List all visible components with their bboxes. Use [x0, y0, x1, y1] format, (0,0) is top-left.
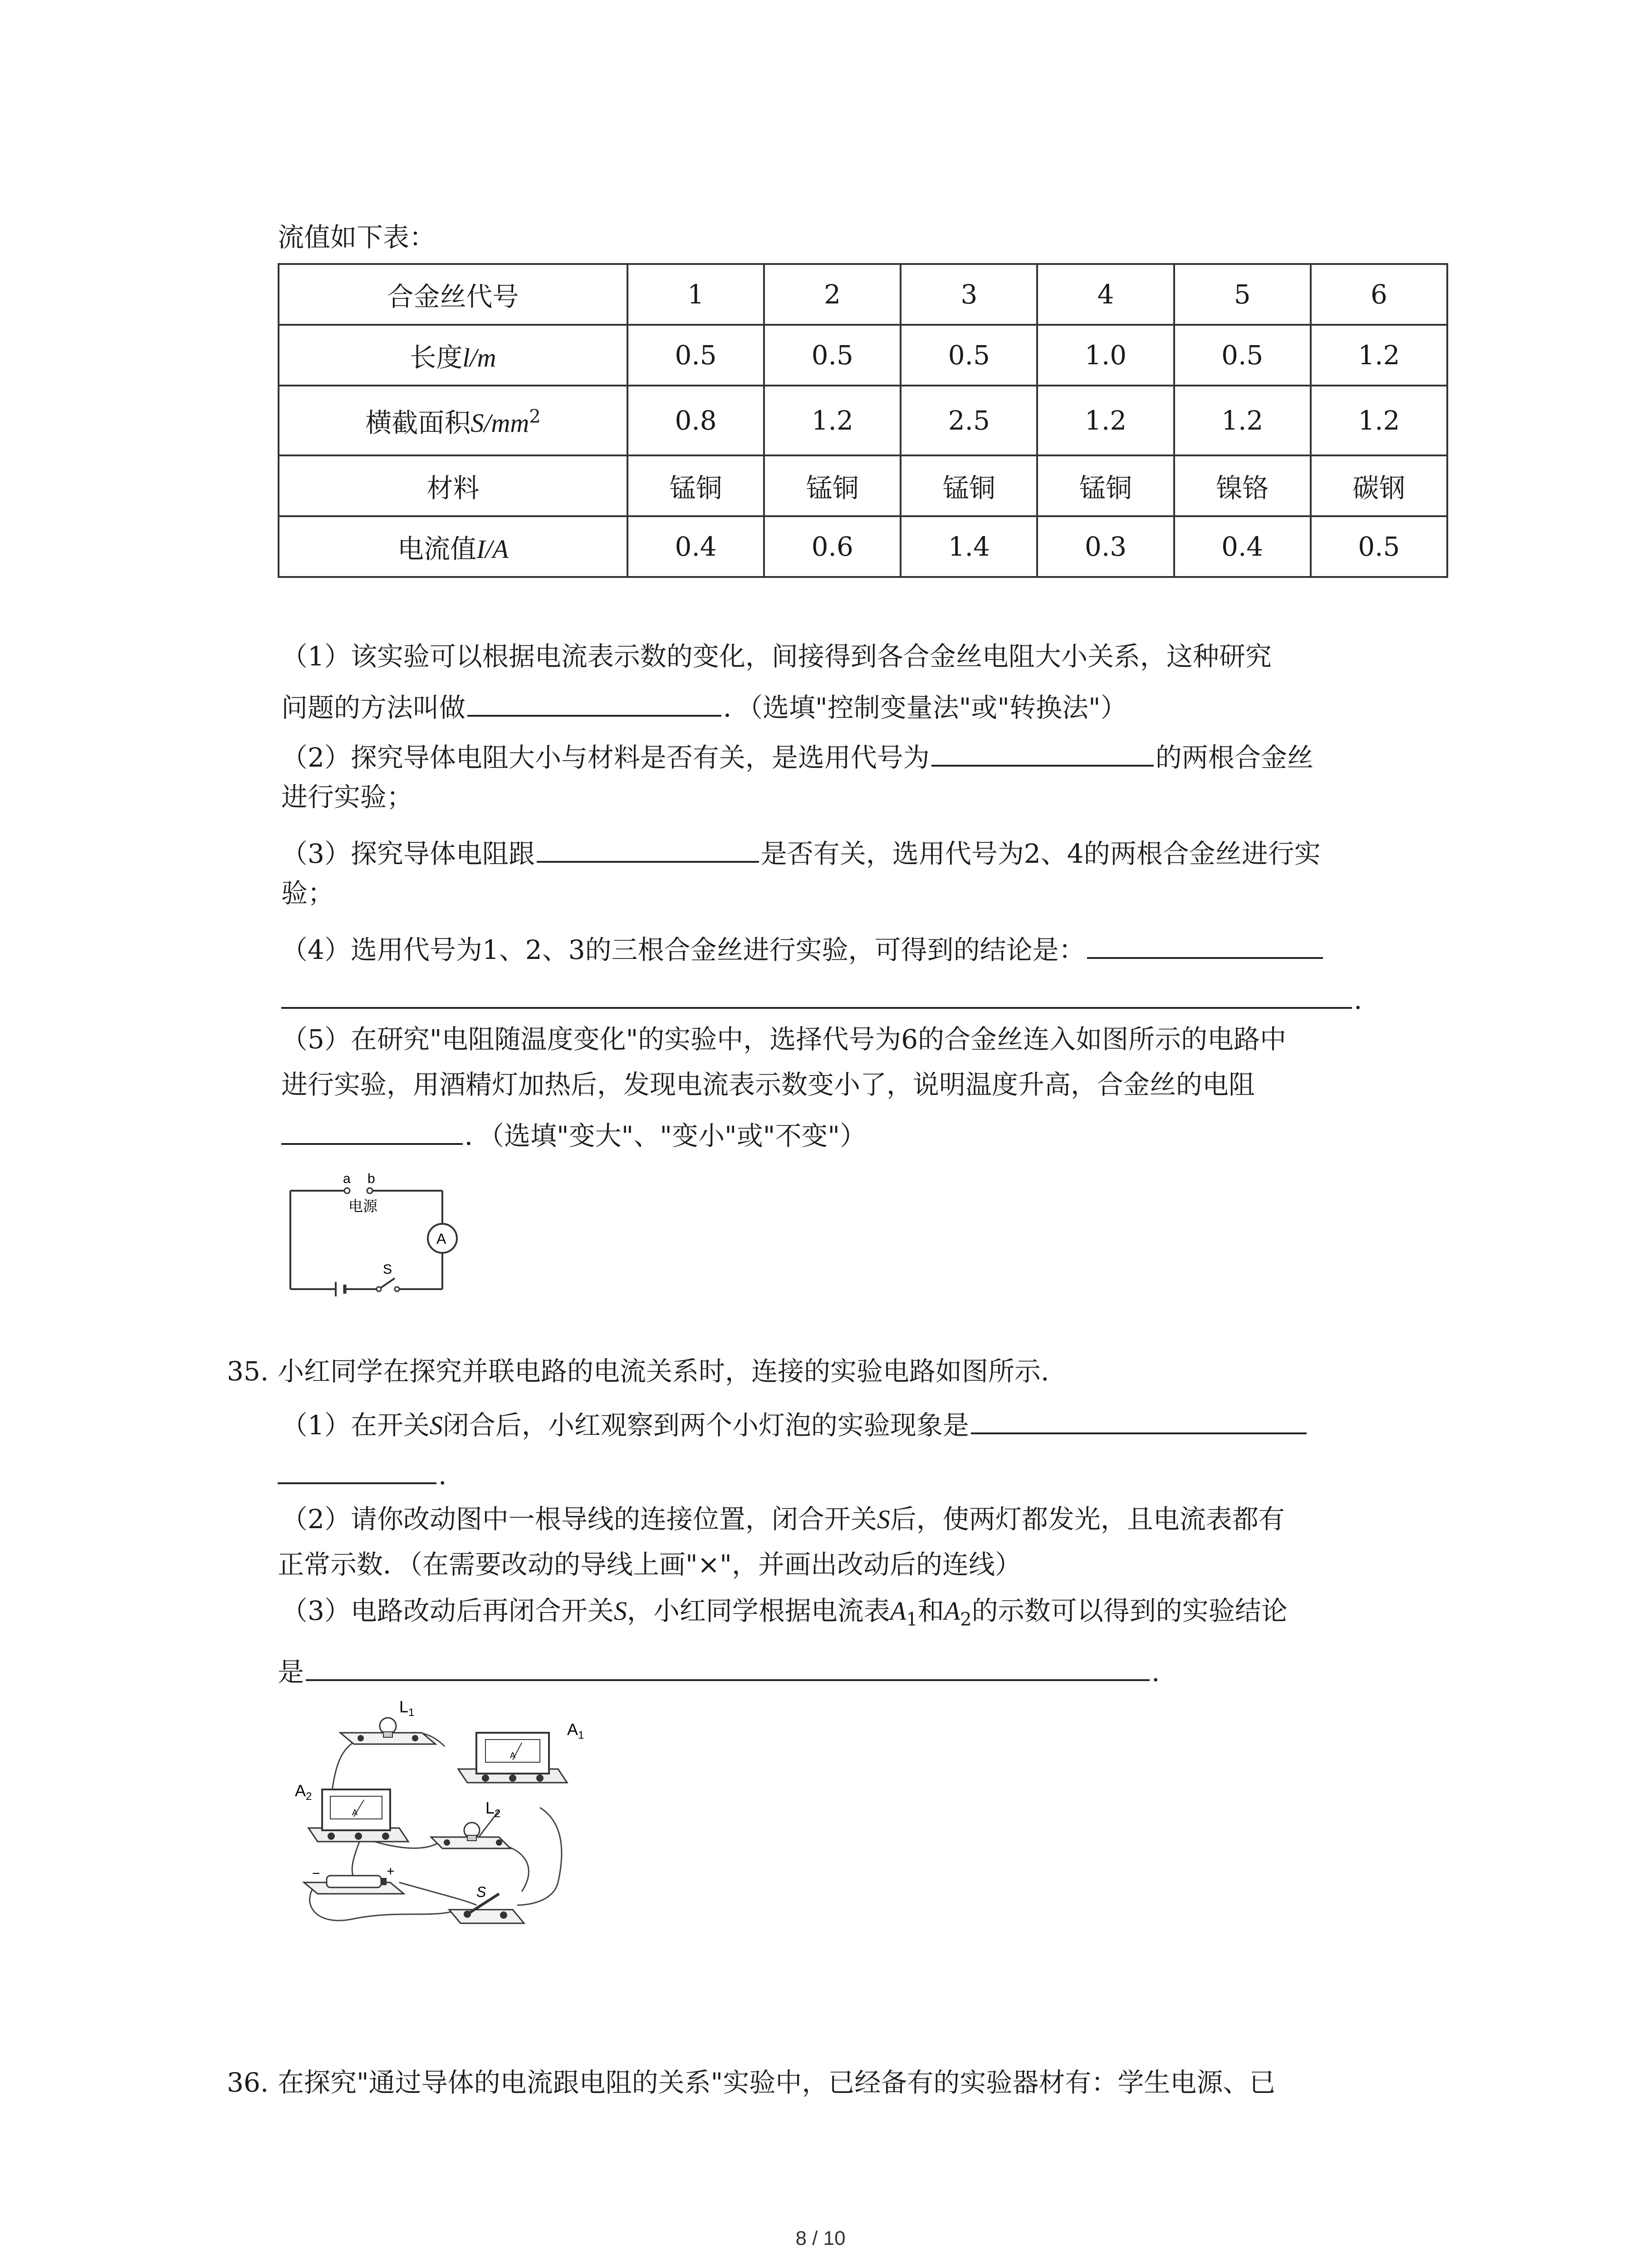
- q35-part1-line1: （1）在开关S闭合后，小红观察到两个小灯泡的实验现象是: [281, 1406, 1308, 1439]
- bulb-L2-label: L: [485, 1799, 495, 1817]
- table-cell: 锰铜: [627, 455, 764, 516]
- battery-minus-label: −: [312, 1866, 320, 1881]
- answer-blank[interactable]: [1087, 931, 1323, 959]
- table-cell: 1.2: [1311, 325, 1447, 386]
- answer-blank[interactable]: [537, 835, 759, 863]
- table-cell: 3: [901, 264, 1037, 325]
- table-cell: 碳钢: [1311, 455, 1447, 516]
- row-label-area: 横截面积$S/mm^2$: [279, 386, 627, 455]
- q34-part1-line1: （1）该实验可以根据电流表示数的变化，间接得到各合金丝电阻大小关系，这种研究: [281, 641, 1272, 672]
- svg-text:A1: $A_1$: [567, 1720, 584, 1741]
- table-cell: 0.4: [627, 516, 764, 577]
- answer-blank[interactable]: [281, 981, 1352, 1009]
- q34-part2-line2: 进行实验；: [281, 782, 413, 812]
- ammeter-A2-label: A: [295, 1781, 306, 1800]
- table-cell: 0.5: [764, 325, 901, 386]
- answer-blank[interactable]: [467, 689, 721, 717]
- q35-number: 35.: [227, 1356, 269, 1387]
- bulb-L2: [431, 1823, 510, 1848]
- ammeter-A2: [309, 1789, 408, 1842]
- table-cell: 4: [1037, 264, 1174, 325]
- table-header-label: 合金丝代号: [279, 264, 627, 325]
- table-row-codes: [279, 264, 1447, 325]
- q34-circuit-diagram: [281, 1170, 472, 1297]
- table-cell: 0.5: [627, 325, 764, 386]
- table-row-length: [279, 325, 1447, 386]
- battery-plus-label: +: [387, 1864, 395, 1879]
- table-cell: 2.5: [901, 386, 1037, 455]
- table-cell: 0.4: [1174, 516, 1311, 577]
- table-cell: 1.2: [1037, 386, 1174, 455]
- table-cell: 1.2: [764, 386, 901, 455]
- svg-text:L2: $L_2$: [485, 1799, 501, 1820]
- q35-part3-line1: （3）电路改动后再闭合开关S，小红同学根据电流表$A_1$和$A_2$的示数可以得到的实验结论: [281, 1595, 1288, 1630]
- table-cell: 0.5: [1174, 325, 1311, 386]
- row-label-length: 长度l/m: [279, 325, 627, 386]
- table-cell: 0.3: [1037, 516, 1174, 577]
- meter-face-A2: A: [352, 1808, 358, 1817]
- answer-blank[interactable]: [971, 1406, 1307, 1434]
- table-cell: 6: [1311, 264, 1447, 325]
- answer-blank[interactable]: [278, 1456, 436, 1484]
- table-cell: 5: [1174, 264, 1311, 325]
- table-cell: 镍铬: [1174, 455, 1311, 516]
- ammeter-A1-label: A: [567, 1720, 578, 1739]
- table-row-area: [279, 386, 1447, 455]
- switch: [449, 1894, 524, 1923]
- switch-label: S: [383, 1262, 392, 1277]
- table-cell: 锰铜: [764, 455, 901, 516]
- terminal-a-label: a: [343, 1171, 351, 1186]
- q34-part4-line1: （4）选用代号为1、2、3的三根合金丝进行实验，可得到的结论是：: [281, 931, 1325, 963]
- table-cell: 2: [764, 264, 901, 325]
- q35-part2-line2: 正常示数．（在需要改动的导线上画"×"，并画出改动后的连线）: [278, 1549, 1021, 1580]
- alloy-table: [278, 263, 1448, 578]
- row-label-current: 电流值I/A: [279, 516, 627, 577]
- power-supply-label: 电源: [348, 1198, 378, 1214]
- terminal-b-label: b: [367, 1171, 375, 1186]
- table-cell: 1.2: [1311, 386, 1447, 455]
- intro-text: 流值如下表：: [278, 222, 436, 253]
- q34-part3-line2: 验；: [281, 878, 334, 909]
- q35-part1-line2: .: [278, 1456, 446, 1488]
- q34-part3-line1: （3）探究导体电阻跟 是否有关，选用代号为2、4的两根合金丝进行实: [281, 835, 1321, 867]
- q34-part1-line2: 问题的方法叫做 ．（选填"控制变量法"或"转换法"）: [281, 689, 1127, 721]
- table-cell: 0.5: [1311, 516, 1447, 577]
- answer-blank[interactable]: [281, 1117, 463, 1145]
- table-row-current: [279, 516, 1447, 577]
- q35-stem: 小红同学在探究并联电路的电流关系时，连接的实验电路如图所示.: [278, 1356, 1049, 1387]
- meter-face-A1: A: [510, 1751, 516, 1760]
- ammeter-A1: [458, 1733, 567, 1783]
- q34-part2-line1: （2）探究导体电阻大小与材料是否有关，是选用代号为 的两根合金丝: [281, 738, 1313, 771]
- q35-part3-line2: 是 .: [278, 1653, 1160, 1685]
- answer-blank[interactable]: [931, 738, 1154, 767]
- table-cell: 锰铜: [901, 455, 1037, 516]
- table-row-material: [279, 455, 1447, 516]
- q34-part4-line2: .: [281, 981, 1362, 1013]
- bulb-L1: [340, 1718, 436, 1744]
- q35-part2-line1: （2）请你改动图中一根导线的连接位置，闭合开关S后，使两灯都发光，且电流表都有: [281, 1504, 1285, 1535]
- table-cell: 0.6: [764, 516, 901, 577]
- ammeter-label: A: [436, 1231, 446, 1247]
- q35-apparatus-diagram: [286, 1692, 612, 1937]
- table-cell: 1.4: [901, 516, 1037, 577]
- table-cell: 1: [627, 264, 764, 325]
- page-number: 8 / 10: [795, 2227, 846, 2249]
- q34-part5-line2: 进行实验，用酒精灯加热后，发现电流表示数变小了，说明温度升高，合金丝的电阻: [281, 1069, 1255, 1100]
- table-cell: 1.2: [1174, 386, 1311, 455]
- svg-text:L1: $L_1$: [399, 1697, 415, 1719]
- table-cell: 0.8: [627, 386, 764, 455]
- q34-part5-line1: （5）在研究"电阻随温度变化"的实验中，选择代号为6的合金丝连入如图所示的电路中: [281, 1024, 1287, 1055]
- q36-stem: 在探究"通过导体的电流跟电阻的关系"实验中，已经备有的实验器材有：学生电源、已: [278, 2067, 1276, 2098]
- q34-part5-line3: ．（选填"变大"、"变小"或"不变"）: [281, 1117, 866, 1149]
- table-cell: 0.5: [901, 325, 1037, 386]
- bulb-L1-label: L: [399, 1697, 409, 1716]
- svg-text:A2: $A_2$: [295, 1781, 312, 1803]
- switch-S-label: S: [476, 1884, 486, 1900]
- row-label-material: 材料: [279, 455, 627, 516]
- answer-blank[interactable]: [306, 1653, 1150, 1681]
- table-cell: 锰铜: [1037, 455, 1174, 516]
- q36-number: 36.: [227, 2067, 269, 2098]
- table-cell: 1.0: [1037, 325, 1174, 386]
